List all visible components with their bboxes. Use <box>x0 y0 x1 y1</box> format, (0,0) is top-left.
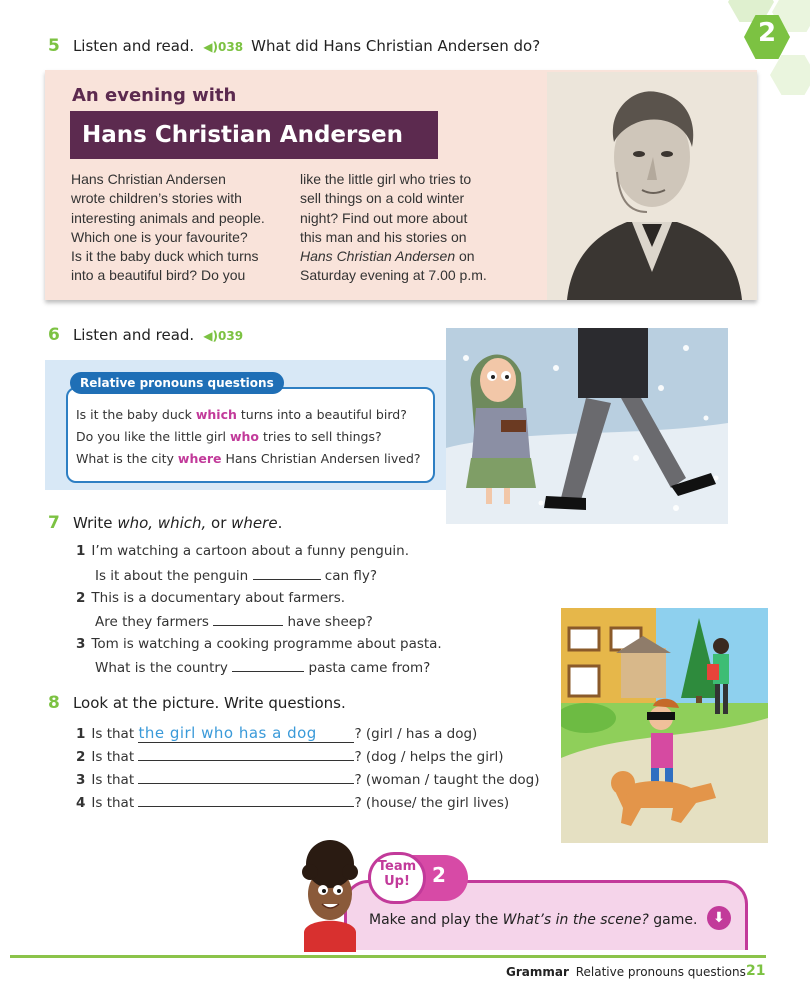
footer-label <box>506 965 746 979</box>
exercise8-item-3 <box>76 771 540 788</box>
item-number: 3 <box>76 772 86 788</box>
exercise7-item-2-question <box>95 613 373 630</box>
item-text: have sheep? <box>287 614 373 630</box>
article-line: Is it the baby duck which turns <box>71 248 259 265</box>
article-text: on <box>455 248 475 265</box>
title-text: or <box>206 514 232 532</box>
footer-section: Grammar <box>506 965 569 979</box>
grammar-text: What is the city <box>76 451 178 466</box>
answer-blank[interactable] <box>232 659 304 672</box>
teamup-label-line: Up! <box>384 874 410 889</box>
section-question: What did Hans Christian Andersen do? <box>251 37 541 55</box>
footer-topic: Relative pronouns questions <box>575 965 746 979</box>
answer-blank[interactable] <box>213 613 283 626</box>
audio-icon[interactable]: ◀) <box>203 40 219 54</box>
answer-blank[interactable] <box>138 794 354 807</box>
park-illustration <box>561 608 768 843</box>
article-column-2 <box>300 170 540 286</box>
section-title <box>73 514 282 532</box>
section-title: Listen and read. <box>72 326 195 344</box>
boy-illustration <box>296 832 364 952</box>
section-number: 5 <box>48 36 60 56</box>
article-line: Which one is your favourite? <box>71 228 248 245</box>
grammar-line <box>76 407 407 422</box>
section-number: 8 <box>48 693 60 713</box>
grammar-text: Hans Christian Andersen lived? <box>221 451 421 466</box>
grammar-line <box>76 451 421 466</box>
article-line: sell things on a cold winter <box>300 190 465 207</box>
article-line: like the little girl who tries to <box>300 171 472 187</box>
item-hint: ? (dog / helps the girl) <box>354 749 504 765</box>
audio-icon[interactable]: ◀) <box>203 329 219 343</box>
exercise7-item-1-question <box>95 567 377 584</box>
exercise8-item-4 <box>76 794 509 811</box>
grammar-text: turns into a beautiful bird? <box>236 407 407 422</box>
item-text: Tom is watching a cooking programme about pasta. <box>91 636 442 652</box>
item-hint: ? (girl / has a dog) <box>354 726 478 742</box>
item-text: What is the country <box>95 660 228 676</box>
exercise8-item-1 <box>76 724 477 743</box>
article-line: into a beautiful bird? Do you <box>71 267 246 284</box>
teamup-text: Make and play the <box>369 912 503 928</box>
answer-blank[interactable] <box>138 748 354 761</box>
teamup-number: 2 <box>432 863 446 887</box>
teamup-text: game. <box>648 912 698 928</box>
item-text: Is that <box>91 749 135 765</box>
footer-rule <box>10 955 766 958</box>
grammar-line <box>76 429 382 444</box>
item-number: 4 <box>76 795 86 811</box>
item-hint: ? (house/ the girl lives) <box>354 795 510 811</box>
teamup-label <box>368 859 426 889</box>
item-number: 1 <box>76 543 86 559</box>
article-line: wrote children’s stories with <box>71 190 242 207</box>
hex-decoration <box>770 55 810 95</box>
title-words: who, which, <box>117 514 207 532</box>
section8-header <box>48 693 346 713</box>
grammar-text: Is it the baby duck <box>76 407 196 422</box>
title-words: where <box>231 514 278 532</box>
exercise7-item-3-question <box>95 659 430 676</box>
item-text: Are they farmers <box>95 614 209 630</box>
winter-illustration <box>446 328 728 524</box>
item-number: 1 <box>76 726 86 742</box>
item-text: can fly? <box>324 568 377 584</box>
item-number: 2 <box>76 590 86 606</box>
article-line: night? Find out more about <box>300 209 468 226</box>
item-text: Is that <box>91 772 135 788</box>
item-text: Is that <box>91 795 135 811</box>
section6-header <box>48 325 243 345</box>
grammar-title: Relative pronouns questions <box>70 372 284 394</box>
article-line: Saturday evening at 7.00 p.m. <box>300 267 487 284</box>
article-column-1 <box>71 170 296 286</box>
section7-header <box>48 513 282 533</box>
item-text: pasta came from? <box>308 660 431 676</box>
teamup-label-line: Team <box>377 859 417 874</box>
article-line: interesting animals and people. <box>71 209 265 226</box>
article-title: Hans Christian Andersen <box>70 111 438 159</box>
item-text: I’m watching a cartoon about a funny penguin. <box>91 543 410 559</box>
grammar-text: tries to sell things? <box>259 429 382 444</box>
exercise7-item-3 <box>76 636 442 652</box>
article-line: this man and his stories on <box>300 228 467 245</box>
section-number: 6 <box>48 325 60 345</box>
audio-track: 039 <box>218 329 244 343</box>
item-text: This is a documentary about farmers. <box>91 590 346 606</box>
unit-number: 2 <box>757 18 777 48</box>
article-line: Hans Christian Andersen <box>71 171 226 187</box>
relative-pronoun: which <box>195 407 237 422</box>
answer-example: the girl who has a dog <box>138 724 354 743</box>
title-text: Write <box>72 514 118 532</box>
title-text: . <box>277 514 283 532</box>
download-icon[interactable]: ⬇ <box>707 906 731 930</box>
grammar-text: Do you like the little girl <box>76 429 230 444</box>
item-text: Is it about the penguin <box>95 568 249 584</box>
relative-pronoun: where <box>177 451 222 466</box>
item-number: 2 <box>76 749 86 765</box>
article-show-title: Hans Christian Andersen <box>300 248 456 265</box>
item-number: 3 <box>76 636 86 652</box>
section-title: Listen and read. <box>72 37 195 55</box>
article-kicker: An evening with <box>72 85 237 106</box>
item-hint: ? (woman / taught the dog) <box>354 772 540 788</box>
exercise7-item-2 <box>76 590 345 606</box>
section-title: Look at the picture. Write questions. <box>72 694 346 712</box>
game-name: What’s in the scene? <box>502 912 649 928</box>
section5-header <box>48 36 540 56</box>
article-line <box>300 247 540 266</box>
page-number: 21 <box>746 963 766 979</box>
item-text: Is that <box>91 726 135 742</box>
relative-pronoun: who <box>229 429 260 444</box>
andersen-portrait <box>547 72 757 300</box>
exercise7-item-1 <box>76 543 409 559</box>
exercise8-item-2 <box>76 748 504 765</box>
answer-blank[interactable] <box>138 771 354 784</box>
audio-track: 038 <box>218 40 244 54</box>
answer-blank[interactable] <box>253 567 321 580</box>
section-number: 7 <box>48 513 60 533</box>
teamup-instruction <box>369 912 697 928</box>
